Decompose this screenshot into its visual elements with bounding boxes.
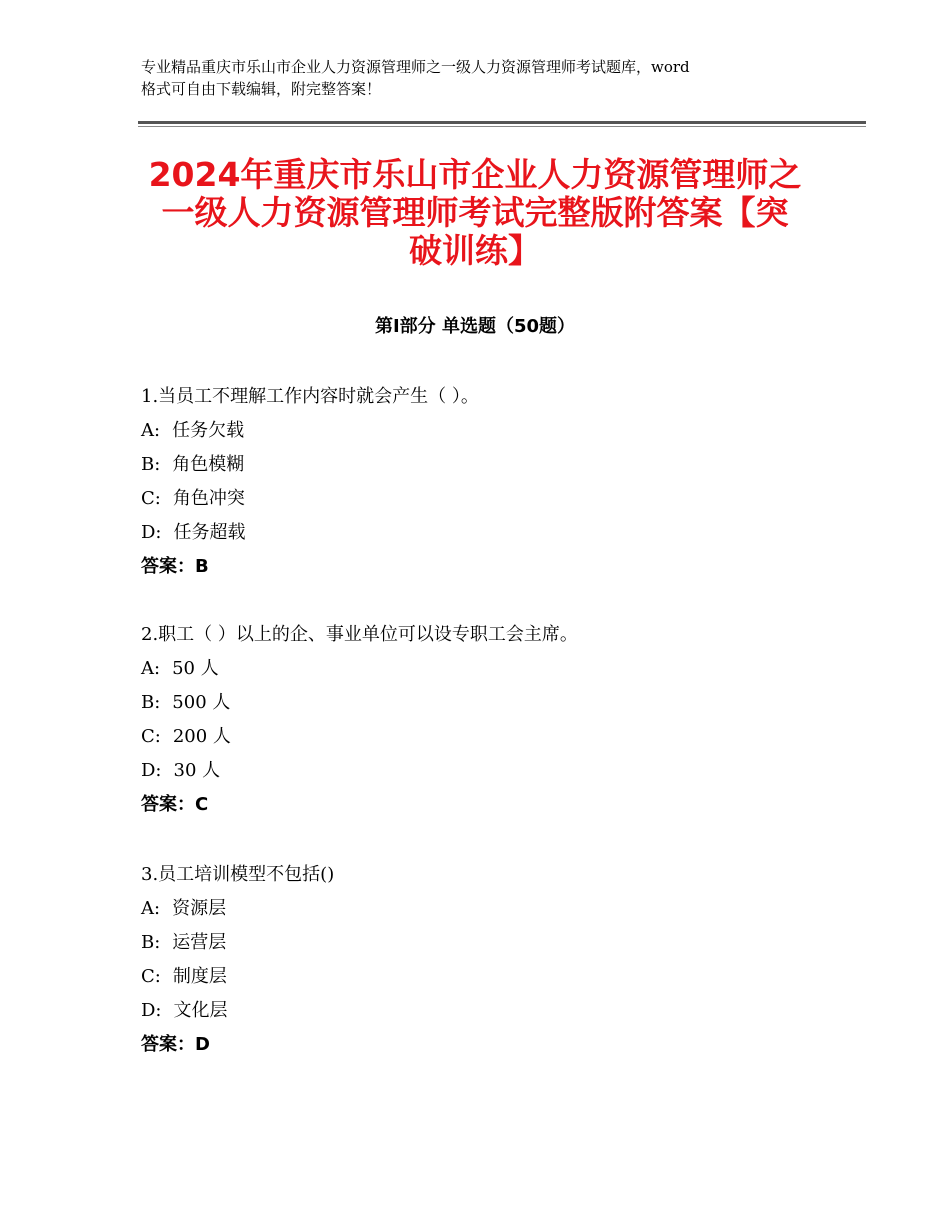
option-key: A: [141,420,161,441]
header-divider [138,121,866,124]
question-1 [141,384,861,588]
option-key: A: [141,658,161,679]
option-c [141,486,861,520]
option-text: 30 人 [173,760,221,781]
question-2 [141,622,861,826]
answer: 答案：C [141,794,209,815]
document-title-line-2: 一级人力资源管理师考试完整版附答案【突 [161,193,789,232]
option-text: 制度层 [172,966,227,987]
option-d [141,758,861,792]
option-a [141,896,861,930]
option-key: B: [141,454,161,475]
option-a [141,418,861,452]
header-note-line-1: 专业精品重庆市乐山市企业人力资源管理师之一级人力资源管理师考试题库，word [141,58,690,76]
option-text: 50 人 [172,658,219,679]
question-3 [141,862,861,1066]
header-note [141,56,841,100]
option-key: D: [141,522,162,543]
option-d [141,998,861,1032]
option-text: 200 人 [172,726,231,747]
option-key: C: [141,488,161,509]
answer: 答案：B [141,556,209,577]
option-b [141,690,861,724]
document-title-line-1: 2024年重庆市乐山市企业人力资源管理师之 [148,155,802,194]
option-key: C: [141,726,161,747]
option-a [141,656,861,690]
option-text: 角色冲突 [172,488,245,509]
option-b [141,452,861,486]
option-text: 500 人 [172,692,231,713]
option-c [141,964,861,998]
option-text: 文化层 [173,1000,228,1021]
header-divider-thin [138,126,866,127]
option-text: 资源层 [172,898,227,919]
answer: 答案：D [141,1034,210,1055]
option-key: D: [141,1000,162,1021]
header-note-line-2: 格式可自由下载编辑，附完整答案！ [141,80,382,98]
section-heading: 第Ⅰ部分 单选题（50题） [374,316,575,337]
option-text: 任务欠载 [172,420,245,441]
option-key: D: [141,760,162,781]
option-key: B: [141,692,161,713]
option-b [141,930,861,964]
option-text: 运营层 [172,932,227,953]
option-text: 任务超载 [173,522,246,543]
question-stem: 2.职工（ ）以上的企、事业单位可以设专职工会主席。 [141,624,578,645]
option-c [141,724,861,758]
document-title-line-3: 破训练】 [409,231,541,270]
option-key: C: [141,966,161,987]
option-text: 角色模糊 [172,454,245,475]
option-key: B: [141,932,161,953]
option-key: A: [141,898,161,919]
document-title [130,156,820,270]
option-d [141,520,861,554]
question-stem: 1.当员工不理解工作内容时就会产生（ ）。 [141,386,479,407]
question-stem: 3.员工培训模型不包括() [141,864,335,885]
